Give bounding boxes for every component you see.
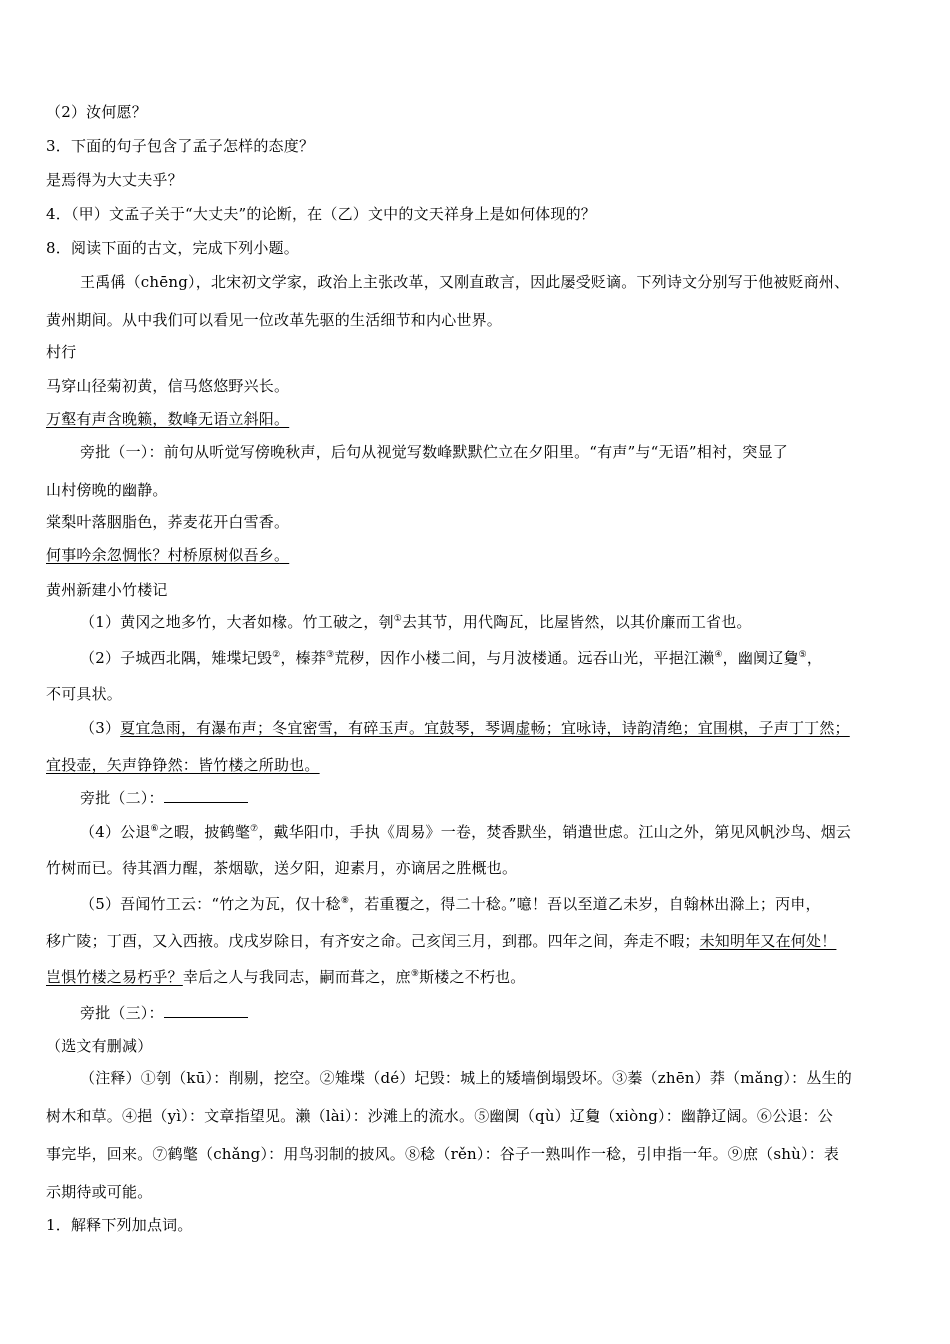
note-ref-3: ③ [326,650,335,660]
essay-paragraph-4-line-2: 竹树而已。待其酒力醒，茶烟歇，送夕阳，迎素月，亦谪居之胜概也。 [46,859,518,877]
question-8-heading: 8．阅读下面的古文，完成下列小题。 [46,239,299,257]
note-ref-2: ② [272,650,281,660]
sub-question-1: 1．解释下列加点词。 [46,1216,193,1234]
annotations-line-3: 事完毕，回来。⑦鹤氅（chǎng）：用鸟羽制的披风。⑧稔（rěn）：谷子一熟叫作一稔，引申指一年。⑨庶（shù）：表 [46,1145,840,1163]
note-ref-7: ⑦ [250,824,259,834]
essay-title: 黄州新建小竹楼记 [46,581,168,599]
question-3-quote: 是焉得为大丈夫乎？ [46,171,183,189]
note-ref-6: ⑥ [150,824,159,834]
poem-line-4-underlined: 何事吟余忽惆怅？村桥原树似吾乡。 [46,546,290,564]
question-4: 4．（甲）文孟子关于“大丈夫”的论断，在（乙）文中的文天祥身上是如何体现的？ [46,205,596,223]
margin-note-3: 旁批（三）： [80,1003,248,1023]
margin-note-1-line-1: 旁批（一）：前句从听觉写傍晚秋声，后句从视觉写数峰默默伫立在夕阳里。“有声”与“无语”相衬，突显了 [80,443,788,461]
answer-blank-3[interactable] [164,1003,248,1018]
essay-paragraph-2-line-1: （2）子城西北隅，雉堞圮毁②，榛莽③荒秽，因作小楼二间，与月波楼通。远吞山光，平挹江濑④，幽阒辽敻⑤， [80,649,823,667]
margin-note-1-line-2: 山村傍晚的幽静。 [46,481,168,499]
note-ref-1: ① [393,614,403,624]
essay-paragraph-4-line-1: （4）公退⑥之暇，披鹤氅⑦，戴华阳巾，手执《周易》一卷，焚香默坐，销遣世虑。江山之外，第见风帆沙鸟、烟云 [80,823,852,841]
note-ref-8: ⑧ [340,896,350,906]
note-ref-4: ④ [714,650,723,660]
question-3: 3．下面的句子包含了孟子怎样的态度？ [46,137,315,155]
poem-title: 村行 [46,343,77,361]
answer-blank-2[interactable] [164,788,248,803]
underlined-sentence-3: 夏宜急雨，有瀑布声；冬宜密雪，有碎玉声。宜鼓琴，琴调虚畅；宜咏诗，诗韵清绝；宜围棋，子声丁丁然； [120,719,850,737]
underlined-phrase-5b: 岂惧竹楼之易朽乎？ [46,968,183,986]
poem-line-2-underlined: 万壑有声含晚籁，数峰无语立斜阳。 [46,410,290,428]
abridged-note: （选文有删减） [46,1037,153,1055]
essay-paragraph-1: （1）黄冈之地多竹，大者如椽。竹工破之，刳①去其节，用代陶瓦，比屋皆然，以其价廉而工省也。 [80,613,752,631]
intro-paragraph-line-2: 黄州期间。从中我们可以看见一位改革先驱的生活细节和内心世界。 [46,311,503,329]
poem-line-1: 马穿山径菊初黄，信马悠悠野兴长。 [46,377,290,395]
essay-paragraph-2-line-2: 不可具状。 [46,685,123,703]
essay-paragraph-3-line-1: （3）夏宜急雨，有瀑布声；冬宜密雪，有碎玉声。宜鼓琴，琴调虚畅；宜咏诗，诗韵清绝；宜围棋，子声丁丁然； [80,719,850,737]
essay-paragraph-5-line-2: 移广陵；丁酉，又入西掖。戊戌岁除日，有齐安之命。己亥闰三月，到郡。四年之间，奔走不暇；未知明年又在何处！ [46,932,837,950]
essay-paragraph-5-line-1: （5）吾闻竹工云：“竹之为瓦，仅十稔⑧，若重覆之，得二十稔。”噫！吾以至道乙未岁，自翰林出滁上；丙申， [80,895,821,913]
annotations-line-2: 树木和草。④挹（yì）：文章指望见。濑（lài）：沙滩上的流水。⑤幽阒（qù）辽敻（xiòng）：幽静辽阔。⑥公退：公 [46,1107,833,1125]
annotations-line-1: （注释）①刳（kū）：削剔，挖空。②雉堞（dé）圮毁：城上的矮墙倒塌毁坏。③蓁（zhēn）莽（mǎng）：丛生的 [80,1069,852,1087]
poem-line-3: 棠梨叶落胭脂色，荞麦花开白雪香。 [46,513,290,531]
question-2-2: （2）汝何愿？ [46,103,147,121]
note-ref-9: ⑨ [410,969,420,979]
note-ref-5: ⑤ [798,650,807,660]
margin-note-2: 旁批（二）： [80,788,248,808]
essay-paragraph-3-line-2: 宜投壶，矢声铮铮然：皆竹楼之所助也。 [46,756,320,774]
underlined-phrase-5a: 未知明年又在何处！ [699,932,837,950]
intro-paragraph-line-1: 王禹偁（chēng），北宋初文学家，政治上主张改革，又刚直敢言，因此屡受贬谪。下列诗文分别写于他被贬商州、 [80,273,850,291]
annotations-line-4: 示期待或可能。 [46,1183,153,1201]
essay-paragraph-5-line-3: 岂惧竹楼之易朽乎？幸后之人与我同志，嗣而葺之，庶⑨斯楼之不朽也。 [46,968,526,986]
